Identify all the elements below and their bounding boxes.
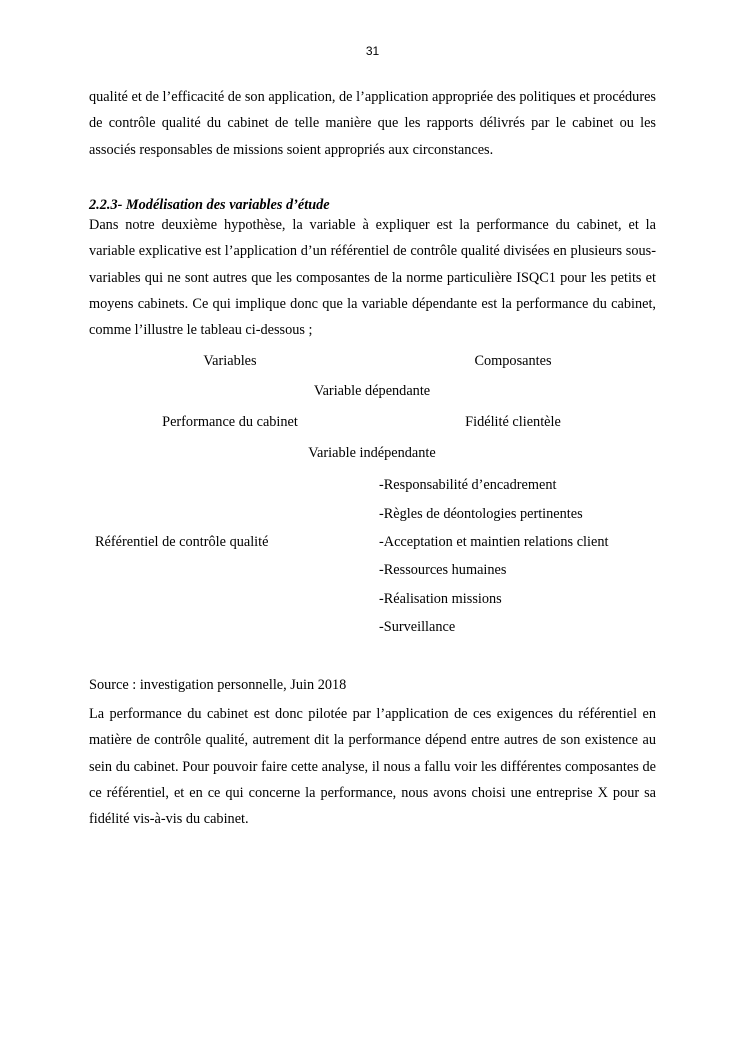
- dependent-variable: Performance du cabinet: [162, 414, 298, 430]
- independent-group-label: Variable indépendante: [308, 445, 436, 461]
- dependent-group-label: Variable dépendante: [313, 383, 431, 399]
- independent-variable: Référentiel de contrôle qualité: [95, 534, 269, 550]
- section-heading: 2.2.3- Modélisation des variables d’étude: [89, 197, 330, 213]
- component-item: -Ressources humaines: [379, 562, 507, 578]
- header-variables: Variables: [203, 353, 257, 369]
- dependent-component: Fidélité clientèle: [465, 414, 561, 430]
- conclusion-paragraph: La performance du cabinet est donc pilotée par l’application de ces exigences du référentiel en matière de contrôle qualité, autrement dit la performance dépend entre autres de son existence au sein du cabinet. Pour pouvoir faire cette analyse, il nous a fallu voir les différentes composantes de ce référentiel, et en ce qui concerne la performance, nous avons choisi une entreprise X pour sa fidélité vis-à-vis du cabinet.: [89, 706, 656, 828]
- header-composantes: Composantes: [474, 353, 552, 369]
- page-number: 31: [365, 44, 380, 58]
- component-item: -Surveillance: [379, 619, 456, 635]
- component-item: -Responsabilité d’encadrement: [379, 477, 557, 493]
- component-item: -Acceptation et maintien relations client: [379, 534, 609, 550]
- component-item: -Réalisation missions: [379, 591, 502, 607]
- section-paragraph: Dans notre deuxième hypothèse, la variable à expliquer est la performance du cabinet, et la variable explicative est l’application d’un référentiel de contrôle qualité divisées en plusieurs sous-variables qui ne sont autres que les composantes de la norme particulière ISQC1 pour les petits et moyens cabinets. Ce qui implique donc que la variable dépendante est la performance du cabinet, comme l’illustre le tableau ci-dessous ;: [89, 217, 656, 339]
- intro-paragraph: qualité et de l’efficacité de son application, de l’application appropriée des politiques et procédures de contrôle qualité du cabinet de telle manière que les rapports délivrés par le cabinet ou les associés responsables de missions soient appropriés aux circonstances.: [89, 89, 656, 158]
- table-source: Source : investigation personnelle, Juin 2018: [89, 677, 347, 693]
- component-item: -Règles de déontologies pertinentes: [379, 506, 583, 522]
